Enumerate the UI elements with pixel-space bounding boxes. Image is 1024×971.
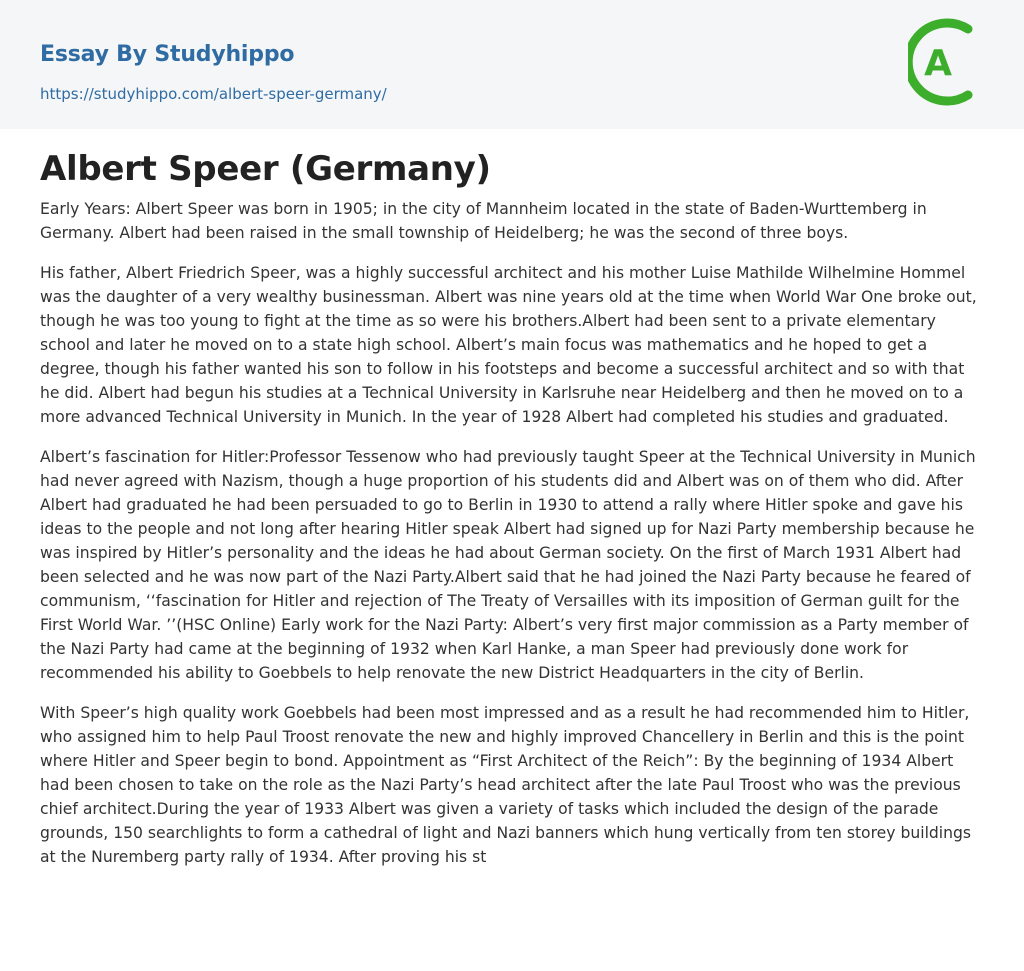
brand-title[interactable]: Essay By Studyhippo [40, 42, 295, 67]
page-url-link[interactable]: https://studyhippo.com/albert-speer-germany/ [40, 85, 387, 103]
paragraph-early-years: Early Years: Albert Speer was born in 1905; in the city of Mannheim located in the state of Baden-Wurttemberg in Germany. Albert had been raised in the small township of Heidelberg; he was the second of three boys. [40, 200, 927, 242]
paragraph-first-architect: With Speer’s high quality work Goebbels had been most impressed and as a result he had recommended him to Hitler, who assigned him to help Paul Troost renovate the new and highly improved Chancellery in Berlin and this is the point where Hitler and Speer begin to bond. Appointment as “First Architect of the Reich”: By the beginning of 1934 Albert had been chosen to take on the role as the Nazi Party’s head architect after the late Paul Troost who was the previous chief architect.During the year of 1933 Albert was given a variety of tasks which included the design of the parade grounds, 150 searchlights to form a cathedral of light and Nazi banners which hung vertically from ten storey buildings at the Nuremberg party rally of 1934. After proving his st [40, 704, 972, 866]
paragraph-fascination: Albert’s fascination for Hitler:Professor Tessenow who had previously taught Speer at the Technical University in Munich had never agreed with Nazism, though a huge proportion of his students did and Albert was on of them who did. After Albert had graduated he had been persuaded to go to Berlin in 1930 to attend a rally where Hitler spoke and gave his ideas to the people and not long after hearing Hitler speak Albert had signed up for Nazi Party membership because he was inspired by Hitler’s personality and the ideas he had about German society. On the first of March 1931 Albert had been selected and he was now part of the Nazi Party.Albert said that he had joined the Nazi Party because he feared of communism, ‘‘fascination for Hitler and rejection of The Treaty of Versailles with its imposition of German guilt for the First World War. ’’(HSC Online) Early work for the Nazi Party: Albert’s very first major commission as a Party member of the Nazi Party had came at the beginning of 1932 when Karl Hanke, a man Speer had previously done work for recommended his ability to Goebbels to help renovate the new District Headquarters in the city of Berlin. [40, 448, 976, 682]
studyhippo-logo-icon[interactable] [908, 18, 988, 106]
paragraph-father: His father, Albert Friedrich Speer, was a highly successful architect and his mother Luise Mathilde Wilhelmine Hommel was the daughter of a very wealthy businessman. Albert was nine years old at the time when World War One broke out, though he was too young to fight at the time as so were his brothers.Albert had been sent to a private elementary school and later he moved on to a state high school. Albert’s main focus was mathematics and he hoped to get a degree, though his father wanted his son to follow in his footsteps and become a successful architect and so with that he did. Albert had begun his studies at a Technical University in Karlsruhe near Heidelberg and then he moved on to a more advanced Technical University in Munich. In the year of 1928 Albert had completed his studies and graduated. [40, 264, 977, 426]
logo-letter: A [924, 43, 952, 84]
site-header [0, 0, 1024, 129]
article-title: Albert Speer (Germany) [40, 149, 491, 189]
article [0, 129, 1024, 869]
